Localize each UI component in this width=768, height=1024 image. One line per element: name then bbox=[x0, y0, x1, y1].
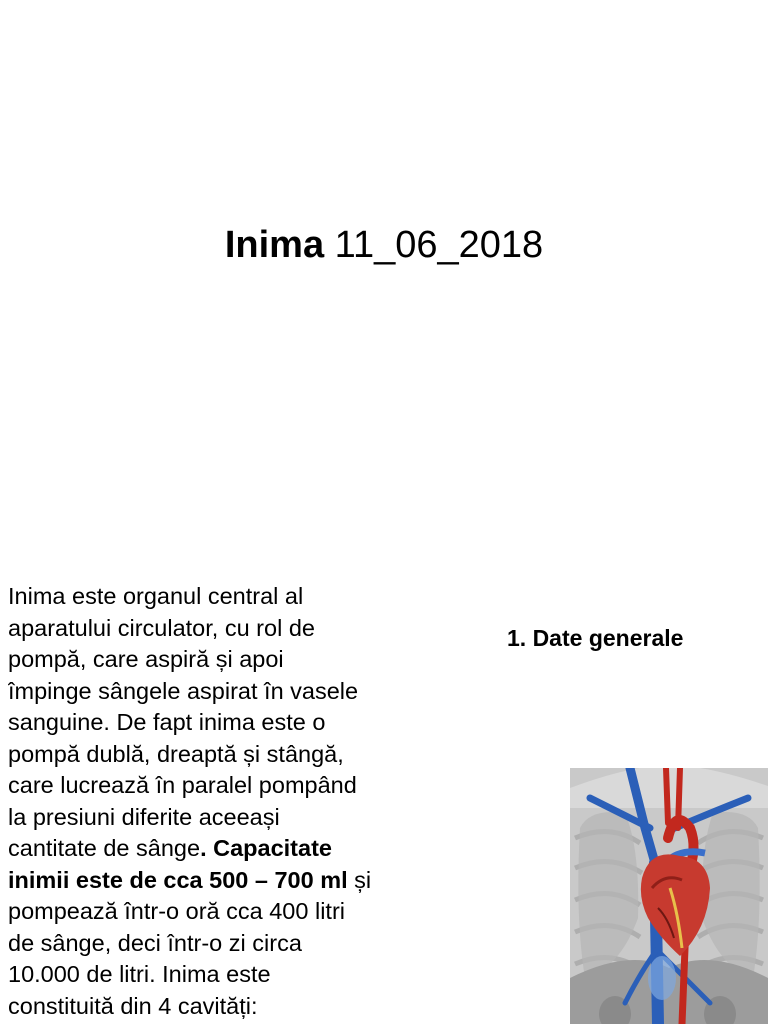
text-line: aparatului circulator, cu rol de bbox=[8, 614, 315, 641]
title-date: 11_06_2018 bbox=[324, 224, 544, 266]
text-segment: și bbox=[347, 866, 372, 893]
title-bold: Inima bbox=[224, 224, 325, 266]
body-paragraph bbox=[8, 581, 428, 1024]
text-line: care lucrează în paralel pompând bbox=[8, 772, 357, 798]
heart-anatomy-icon bbox=[570, 768, 768, 1024]
text-line: 10.000 de litri. Inima este bbox=[8, 961, 271, 987]
text-line: la presiuni diferite aceeași bbox=[8, 803, 280, 830]
text-line: constituită din 4 cavități: bbox=[8, 992, 258, 1019]
text-line: sanguine. De fapt inima este o bbox=[8, 709, 326, 735]
text-line: Inima este organul central al bbox=[8, 583, 304, 609]
section-heading: 1. Date generale bbox=[507, 625, 684, 651]
text-line: pompă dublă, dreaptă și stângă, bbox=[8, 740, 344, 767]
text-segment-bold: . Capacitate bbox=[200, 835, 332, 861]
text-line bbox=[8, 865, 428, 897]
text-line: pompă, care aspiră și apoi bbox=[8, 646, 284, 672]
text-segment: cantitate de sânge bbox=[8, 835, 201, 861]
text-segment-bold: inimii este de cca 500 – 700 ml bbox=[8, 866, 348, 893]
page-title bbox=[0, 218, 768, 272]
text-line: pompează într-o oră cca 400 litri bbox=[8, 898, 345, 924]
heart-anatomy-illustration bbox=[570, 768, 768, 1024]
text-line: de sânge, deci într-o zi circa bbox=[8, 929, 302, 956]
text-line: împinge sângele aspirat în vasele bbox=[8, 677, 359, 704]
text-line bbox=[8, 833, 428, 865]
